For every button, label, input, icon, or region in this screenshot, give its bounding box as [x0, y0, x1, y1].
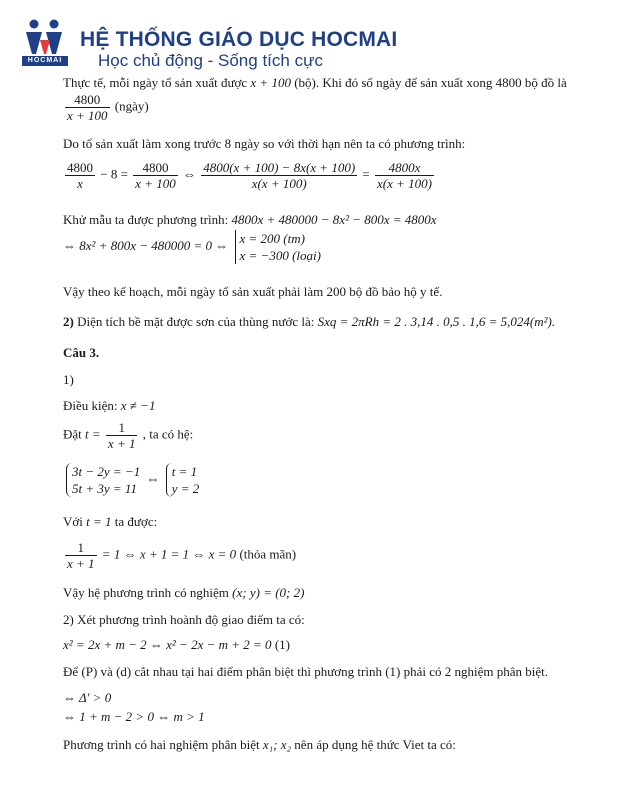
l1-text: Thực tế, mỗi ngày tổ sản xuất được — [63, 75, 248, 90]
section-heading: Câu 3. — [63, 345, 100, 360]
text-line-22 — [63, 737, 456, 753]
header-subtitle: Học chủ động - Sống tích cực — [98, 51, 323, 70]
l12-text: Đặt — [63, 426, 82, 442]
l11-expr: x ≠ −1 — [120, 398, 156, 413]
eq1-a-num: 4800 — [67, 160, 93, 175]
system-left — [66, 463, 140, 497]
l15-note: (thỏa mãn) — [239, 546, 297, 562]
equation-solve-x — [63, 540, 296, 571]
equation-solutions — [63, 230, 324, 264]
equation-system — [63, 463, 202, 497]
solutions-bracket — [235, 230, 321, 264]
eq1-iff: ⇔ — [182, 166, 196, 182]
eq1-frac-b — [133, 160, 178, 191]
l15-expr: = 1 ⇔ x + 1 = 1 ⇔ x = 0 — [101, 546, 237, 562]
eq1-frac-c — [201, 160, 357, 191]
text-line-7: Vậy theo kế hoạch, mỗi ngày tổ sản xuất phải làm 200 bộ đồ bảo hộ y tế. — [63, 284, 443, 299]
text-line-14 — [63, 514, 157, 530]
system-iff: ⇔ — [146, 470, 160, 486]
l18-expr: x² = 2x + m − 2 ⇔ x² − 2x − m + 2 = 0 — [63, 637, 272, 652]
l8-text: Diện tích bề mặt được sơn của thùng nước là: — [77, 314, 315, 329]
equation-1 — [63, 160, 436, 191]
eq1-b-den: x + 100 — [135, 176, 176, 191]
substitution-line — [63, 420, 193, 451]
text-line-17: 2) Xét phương trình hoành độ giao điểm ta có: — [63, 612, 305, 627]
text-line-3: Do tổ sản xuất làm xong trước 8 ngày so với thời hạn nên ta có phương trình: — [63, 136, 466, 151]
eq1-d-den: x(x + 100) — [377, 176, 432, 191]
eq1-d-num: 4800x — [375, 160, 434, 176]
l14-expr: t = 1 — [86, 514, 112, 529]
fraction-den: x + 100 — [67, 108, 108, 123]
equation-intersection — [63, 637, 290, 653]
l12-frac — [106, 420, 138, 451]
text-line-5 — [63, 212, 437, 228]
l14-text2: ta được: — [114, 514, 158, 529]
l8-expr: Sxq = 2πRh = 2 . 3,14 . 0,5 . 1,6 = 5,024(m²). — [317, 314, 556, 329]
l12-text2: , ta có hệ: — [142, 426, 194, 442]
l15-frac — [65, 540, 97, 571]
eq1-c-den: x(x + 100) — [251, 176, 307, 191]
condition-line — [63, 398, 155, 414]
fraction-num: 4800 — [65, 92, 110, 108]
eq1-frac-a — [65, 160, 95, 191]
l5-text: Khử mẫu ta được phương trình: — [63, 212, 229, 227]
fraction-days — [65, 92, 110, 123]
text-line-19: Để (P) và (d) cắt nhau tại hai điểm phân biệt thì phương trình (1) phải có 2 nghiệm phân biệt. — [63, 664, 549, 679]
eq1-b-num: 4800 — [133, 160, 178, 176]
text-line-20: ⇔ Δ' > 0 — [63, 690, 112, 705]
l22-text2: nên áp dụng hệ thức Viet ta có: — [294, 737, 456, 752]
l15-den: x + 1 — [67, 556, 95, 571]
page-header — [22, 18, 602, 70]
eq1-a-den: x — [77, 176, 83, 191]
text-line-8 — [63, 314, 555, 330]
brand-label: HOCMAI — [27, 57, 63, 64]
text-line-2 — [63, 92, 149, 123]
solution-2: x = −300 (loại) — [239, 248, 321, 263]
l15-num: 1 — [65, 540, 97, 556]
l14-text: Với — [63, 514, 83, 529]
text-line-1 — [63, 75, 567, 91]
l11-text: Điều kiện: — [63, 398, 118, 413]
system-b1: t = 1 — [171, 464, 198, 479]
l5-expr: 4800x + 480000 − 8x² − 800x = 4800x — [231, 212, 437, 227]
eq1-frac-d — [375, 160, 434, 191]
l12-den: x + 1 — [107, 436, 136, 451]
l22-text: Phương trình có hai nghiệm phân biệt — [63, 737, 260, 752]
l6-left: ⇔ 8x² + 800x − 480000 = 0 ⇔ — [63, 237, 229, 253]
system-a1: 3t − 2y = −1 — [72, 464, 141, 479]
system-a2: 5t + 3y = 11 — [72, 481, 137, 496]
l2-unit: (ngày) — [114, 98, 149, 114]
text-line-21: ⇔ 1 + m − 2 > 0 ⇔ m > 1 — [63, 709, 205, 724]
system-b2: y = 2 — [171, 481, 200, 496]
eq1-minus: − 8 = — [100, 166, 128, 182]
l16-text: Vậy hệ phương trình có nghiệm — [63, 585, 229, 600]
l18-tag: (1) — [274, 637, 290, 652]
part-1-label: 1) — [63, 372, 74, 387]
l8-label: 2) — [63, 314, 74, 329]
eq1-c-num: 4800(x + 100) − 8x(x + 100) — [203, 160, 356, 175]
l1-expr: x + 100 — [250, 75, 291, 90]
solution-1: x = 200 (tm) — [239, 231, 305, 246]
system-right — [166, 463, 200, 497]
eq1-eq: = — [362, 166, 370, 182]
l22-expr: x₁; x₂ — [262, 737, 292, 752]
l1-text2: (bộ). Khi đó số ngày để sản xuất xong 4800 bộ đồ là — [294, 75, 567, 90]
l12-t: t = — [85, 426, 101, 442]
l12-num: 1 — [106, 420, 138, 436]
header-title: HỆ THỐNG GIÁO DỤC HOCMAI — [80, 28, 398, 51]
text-line-16 — [63, 585, 304, 601]
l16-expr: (x; y) = (0; 2) — [232, 585, 305, 600]
